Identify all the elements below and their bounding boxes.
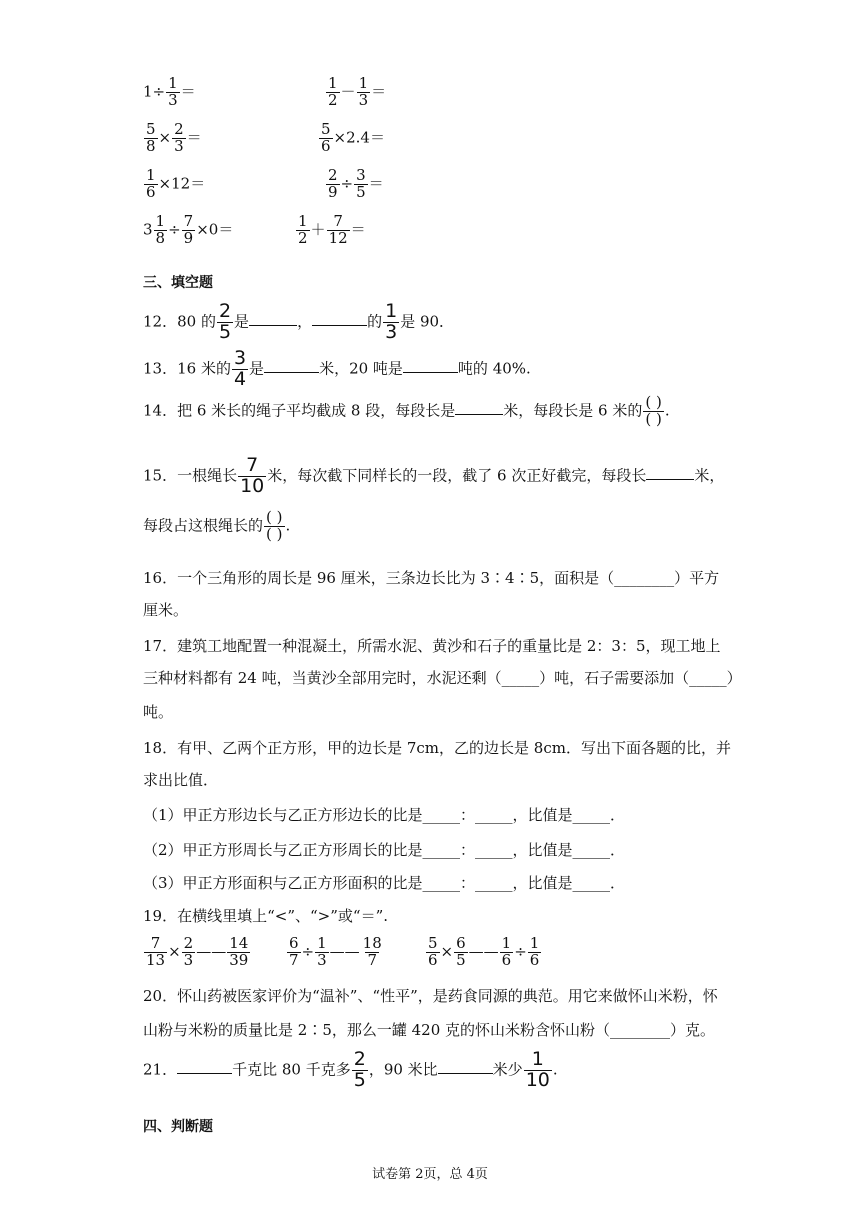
question-16: 16．一个三角形的周长是 96 厘米，三条边长比为 3∶4∶5，面积是（________）平方 — [143, 569, 720, 587]
question-text: 的 — [367, 312, 383, 331]
numerator: 2 — [353, 1048, 366, 1070]
page-footer: 试卷第 2页，总 4页 — [372, 1167, 488, 1182]
question-text: . — [664, 401, 670, 420]
question-text: 是 — [249, 359, 265, 378]
operator: × — [168, 942, 181, 961]
calc-r1a — [143, 76, 196, 109]
q19-expr-1 — [143, 936, 251, 969]
denominator: 9 — [183, 228, 194, 247]
numerator: 3 — [356, 166, 366, 184]
answer-blank[interactable] — [438, 1059, 493, 1074]
compare-blank[interactable]: —— — [468, 942, 499, 961]
numerator: 1 — [298, 212, 308, 230]
fraction — [352, 1050, 368, 1091]
denominator: 39 — [229, 950, 249, 969]
section-title: 四、判断题 — [143, 1119, 213, 1135]
compare-blank[interactable]: —— — [196, 942, 227, 961]
calc-r3b — [325, 168, 384, 201]
denominator: 5 — [456, 950, 466, 969]
denominator: 13 — [146, 950, 166, 969]
denominator: 8 — [155, 228, 166, 247]
numerator: 1 — [531, 1048, 544, 1070]
question-17: 17．建筑工地配置一种混凝土，所需水泥、黄沙和石子的重量比是 2：3：5，现工地上 — [143, 637, 721, 655]
numerator: 1 — [146, 166, 156, 184]
question-19: 19．在横线里填上“<”、“>”或“＝”. — [143, 907, 389, 925]
question-text: 每段占这根绳长的 — [143, 516, 264, 535]
denominator: 3 — [358, 90, 369, 109]
question-18-sub2: （2）甲正方形周长与乙正方形周长的比是_____：_____，比值是_____． — [143, 841, 626, 859]
numerator: 5 — [321, 120, 331, 138]
question-18-sub3: （3）甲正方形面积与乙正方形面积的比是_____：_____，比值是_____． — [143, 874, 626, 892]
operator: ÷ — [340, 174, 354, 193]
answer-blank[interactable] — [249, 311, 297, 326]
paren-fraction — [264, 510, 284, 543]
numerator: 7 — [150, 934, 161, 952]
calc-text: ×0＝ — [196, 220, 234, 239]
denominator: 12 — [328, 228, 348, 247]
fraction — [182, 214, 196, 247]
denominator: 9 — [328, 182, 338, 201]
answer-blank[interactable] — [646, 465, 694, 480]
question-15-line2 — [143, 510, 290, 543]
section-title: 三、填空题 — [143, 275, 213, 291]
question-text: 14．把 6 米长的绳子平均截成 8 段，每段长是 — [143, 401, 456, 420]
question-17-line3: 吨。 — [143, 703, 174, 721]
question-text: 米， — [694, 466, 725, 485]
fraction — [217, 302, 233, 343]
operator: ＋ — [310, 220, 326, 239]
question-text: 13．16 米的 — [143, 359, 231, 378]
operator: ÷ — [168, 220, 181, 239]
numerator[interactable]: ( ) — [266, 508, 283, 526]
calc-text: 1÷ — [143, 82, 166, 101]
denominator: 5 — [353, 1068, 366, 1091]
question-16-line2: 厘米。 — [143, 601, 189, 619]
question-text: 米，每段长是 6 米的 — [503, 401, 643, 420]
calc-r2a — [143, 122, 202, 155]
numerator: 2 — [174, 120, 184, 138]
denominator: 3 — [168, 90, 178, 109]
fraction — [144, 122, 158, 155]
denominator: 3 — [385, 320, 398, 343]
denominator: 3 — [317, 950, 327, 969]
question-text: 米，每次截下同样长的一段，截了 6 次正好截完，每段长 — [267, 466, 647, 485]
answer-blank[interactable] — [177, 1059, 232, 1074]
question-15 — [143, 456, 724, 497]
fraction — [182, 936, 196, 969]
calc-text: ＝ — [180, 82, 196, 101]
numerator: 1 — [385, 300, 398, 322]
numerator: 1 — [328, 74, 338, 92]
question-14 — [143, 395, 670, 428]
q19-expr-3 — [425, 936, 542, 969]
numerator[interactable]: ( ) — [645, 393, 662, 411]
operator: × — [158, 128, 172, 147]
denominator[interactable]: ( ) — [645, 409, 662, 428]
operator: － — [340, 82, 356, 101]
denominator: 2 — [298, 228, 308, 247]
fraction — [500, 936, 514, 969]
question-text: 12．80 的 — [143, 312, 216, 331]
question-18-sub1: （1）甲正方形边长与乙正方形边长的比是_____：_____，比值是_____． — [143, 806, 626, 824]
numerator: 7 — [246, 454, 259, 476]
denominator: 5 — [218, 320, 232, 343]
denominator: 2 — [328, 90, 338, 109]
fraction — [319, 122, 333, 155]
fraction — [232, 349, 248, 390]
fraction — [326, 168, 340, 201]
numerator: 5 — [146, 120, 156, 138]
numerator: 5 — [428, 934, 438, 952]
numerator: 2 — [328, 166, 338, 184]
paren-fraction — [643, 395, 663, 428]
denominator: 7 — [367, 950, 377, 969]
denominator: 6 — [529, 950, 540, 969]
numerator: 1 — [168, 74, 178, 92]
calc-text: ×12＝ — [158, 174, 206, 193]
numerator: 1 — [501, 934, 512, 952]
calc-text: ×2.4＝ — [333, 128, 385, 147]
question-18: 18．有甲、乙两个正方形，甲的边长是 7cm，乙的边长是 8cm．写出下面各题的比，并 — [143, 739, 731, 757]
question-18-line2: 求出比值． — [143, 771, 219, 789]
question-text: 米，20 吨是 — [319, 359, 403, 378]
fraction — [354, 168, 368, 201]
denominator[interactable]: ( ) — [266, 524, 283, 543]
answer-blank[interactable] — [455, 400, 503, 415]
denominator: 10 — [240, 474, 265, 497]
question-12 — [143, 302, 454, 343]
question-text: . — [285, 516, 291, 535]
question-text: 15．一根绳长 — [143, 466, 238, 485]
calc-r3a — [143, 168, 205, 201]
denominator: 3 — [174, 136, 184, 155]
fraction — [172, 122, 186, 155]
calc-text: 3 — [143, 220, 153, 239]
numerator: 1 — [155, 212, 166, 230]
answer-blank[interactable] — [264, 358, 319, 373]
question-text: ，90 米比 — [368, 1060, 438, 1079]
question-17-line2: 三种材料都有 24 吨，当黄沙全部用完时，水泥还剩（_____）吨，石子需要添加（_____） — [143, 669, 742, 687]
calc-text: ＝ — [368, 174, 384, 193]
denominator: 6 — [321, 136, 331, 155]
question-text: 吨的 40%. — [457, 359, 531, 378]
numerator: 18 — [362, 934, 382, 952]
numerator: 6 — [456, 934, 466, 952]
q19-expr-2 — [286, 936, 385, 969]
fraction — [524, 1050, 552, 1091]
calc-text: ＝ — [350, 220, 366, 239]
fraction — [528, 936, 542, 969]
denominator: 3 — [183, 950, 194, 969]
fraction — [361, 936, 384, 969]
denominator: 8 — [146, 136, 156, 155]
question-text: . — [552, 1060, 558, 1079]
denominator: 6 — [501, 950, 512, 969]
question-text: ， — [297, 312, 313, 331]
calc-r1b — [325, 76, 386, 109]
numerator: 2 — [218, 300, 232, 322]
question-13 — [143, 349, 531, 390]
question-text: 21． — [143, 1060, 178, 1079]
denominator: 5 — [356, 182, 366, 201]
compare-blank[interactable]: —— — [329, 942, 360, 961]
question-text: 是 — [234, 312, 250, 331]
calc-text: ＝ — [186, 128, 202, 147]
answer-blank[interactable] — [403, 358, 458, 373]
numerator: 3 — [233, 347, 247, 369]
answer-blank[interactable] — [312, 311, 367, 326]
denominator: 10 — [525, 1068, 550, 1091]
fraction — [383, 302, 399, 343]
numerator: 1 — [317, 934, 327, 952]
question-20-line2: 山粉与米粉的质量比是 2∶5，那么一罐 420 克的怀山米粉含怀山粉（________）克。 — [143, 1021, 716, 1039]
operator: × — [440, 942, 454, 961]
fraction — [426, 936, 440, 969]
denominator: 4 — [233, 367, 247, 390]
numerator: 2 — [183, 934, 194, 952]
numerator: 6 — [289, 934, 299, 952]
numerator: 1 — [529, 934, 540, 952]
fraction — [296, 214, 310, 247]
fraction — [327, 214, 350, 247]
fraction — [326, 76, 340, 109]
fraction — [454, 936, 468, 969]
numerator: 7 — [333, 212, 343, 230]
question-text: 是 90． — [400, 312, 455, 331]
fraction — [144, 168, 158, 201]
question-text: 米少 — [492, 1060, 523, 1079]
denominator: 6 — [146, 182, 156, 201]
calc-r4b — [295, 214, 366, 247]
numerator: 7 — [183, 212, 194, 230]
fraction — [144, 936, 167, 969]
fraction — [238, 456, 266, 497]
question-text: 千克比 80 千克多 — [232, 1060, 351, 1079]
calc-r2b — [318, 122, 385, 155]
denominator: 7 — [289, 950, 299, 969]
question-20: 20．怀山药被医家评价为“温补”、“性平”，是药食同源的典范。用它来做怀山米粉，怀 — [143, 987, 718, 1005]
operator: ÷ — [514, 942, 527, 961]
calc-text: ＝ — [371, 82, 387, 101]
fraction — [315, 936, 329, 969]
calc-r4a — [143, 214, 233, 247]
fraction — [227, 936, 250, 969]
denominator: 6 — [428, 950, 438, 969]
fraction — [357, 76, 371, 109]
fraction — [154, 214, 168, 247]
fraction — [166, 76, 180, 109]
operator: ÷ — [301, 942, 315, 961]
numerator: 1 — [358, 74, 369, 92]
fraction — [287, 936, 301, 969]
question-21 — [143, 1050, 558, 1091]
numerator: 14 — [229, 934, 249, 952]
